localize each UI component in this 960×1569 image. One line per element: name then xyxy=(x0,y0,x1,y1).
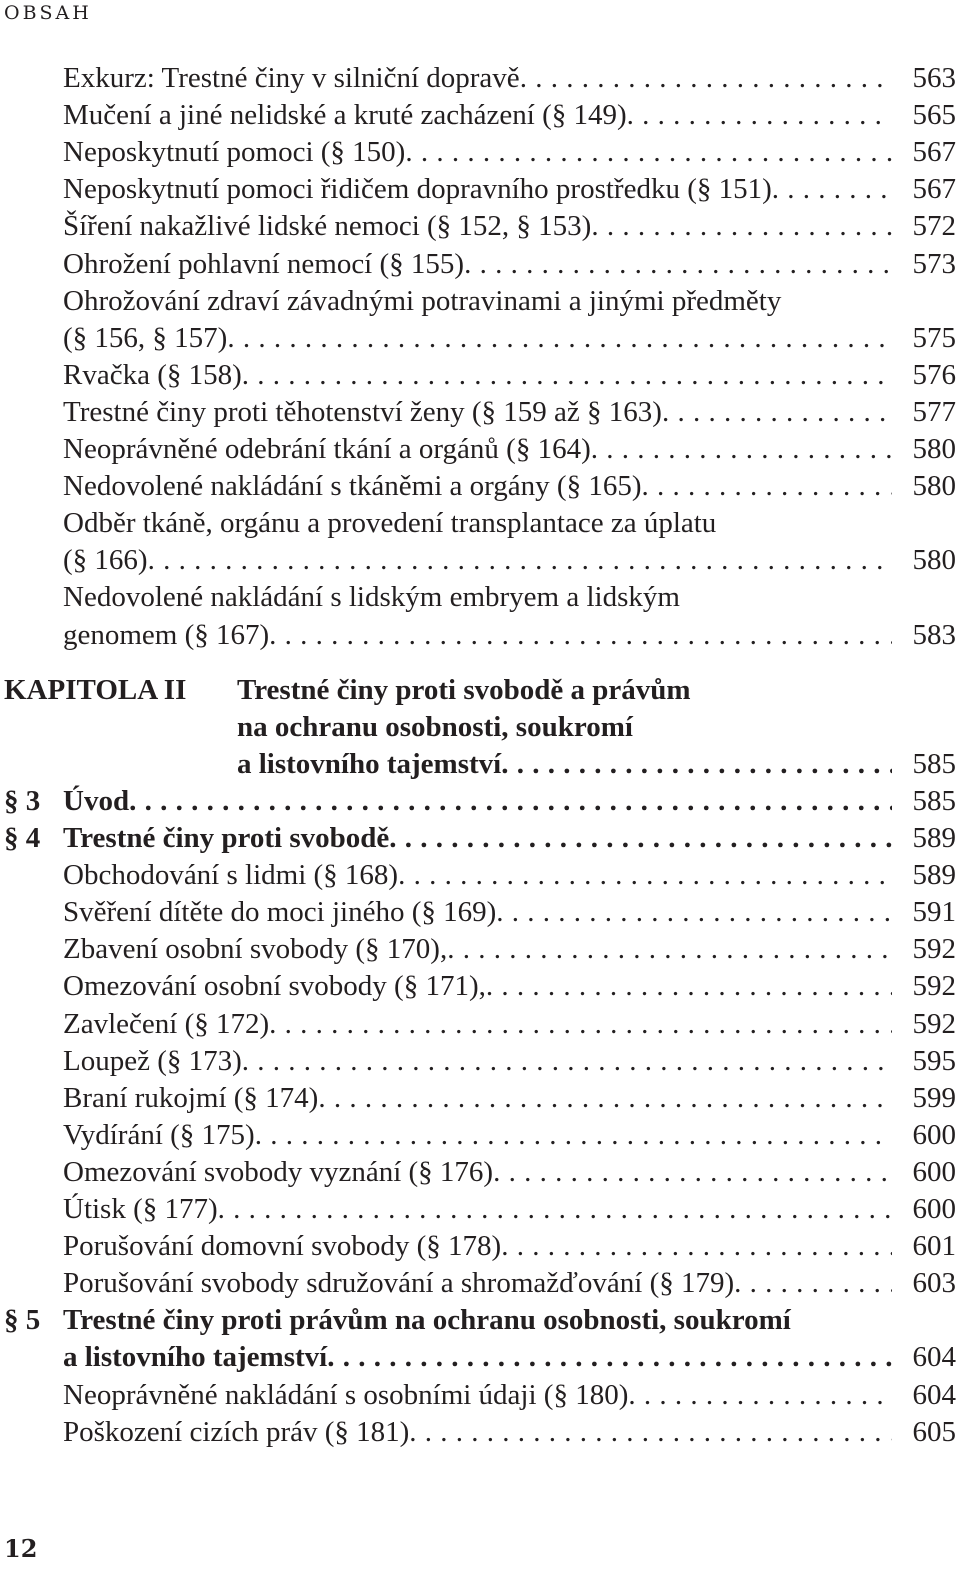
toc-entry xyxy=(0,97,960,134)
toc-entry xyxy=(0,820,960,857)
toc-entry-title: Mučení a jiné nelidské a kruté zacházení (§ 149) . . . xyxy=(63,97,892,134)
toc-entry xyxy=(0,1117,960,1154)
toc-entry xyxy=(0,1006,960,1043)
toc-entry-title: Neoprávněné odebrání tkání a orgánů (§ 164) . . . xyxy=(63,431,892,468)
toc-entry-title: Obchodování s lidmi (§ 168) . . . xyxy=(63,857,892,894)
toc-entry-title: Nedovolené nakládání s tkáněmi a orgány (§ 165) . . . xyxy=(63,468,892,505)
toc-entry-title: Rvačka (§ 158) . . . xyxy=(63,357,892,394)
toc-entry-title: Trestné činy proti svobodě a právům xyxy=(237,673,691,706)
toc-entry-page: 603 xyxy=(912,1267,956,1300)
toc-entry-title: Omezování svobody vyznání (§ 176) . . . xyxy=(63,1154,892,1191)
toc-entry xyxy=(0,171,960,208)
toc-entry-title: Omezování osobní svobody (§ 171), . . . xyxy=(63,968,892,1005)
toc-entry xyxy=(0,1080,960,1117)
toc-entry-page: 583 xyxy=(912,618,956,651)
toc-entry-page: 589 xyxy=(912,822,956,854)
toc-entry-title: Neposkytnutí pomoci řidičem dopravního prostředku (§ 151) . . . xyxy=(63,171,892,208)
toc-entry-title: Nedovolené nakládání s lidským embryem a lidským xyxy=(63,581,680,614)
toc-entry-page: 573 xyxy=(912,247,956,280)
toc-entry xyxy=(0,246,960,283)
toc-entry xyxy=(0,505,960,542)
toc-entry-page: 592 xyxy=(912,1007,956,1040)
toc-entry-title: Neposkytnutí pomoci (§ 150) . . . xyxy=(63,134,892,171)
toc-entry xyxy=(0,283,960,320)
toc-entry xyxy=(0,1377,960,1414)
toc-entry-page: 592 xyxy=(912,933,956,966)
toc-entry xyxy=(0,617,960,654)
toc-entry xyxy=(0,1228,960,1265)
toc-entry xyxy=(0,931,960,968)
toc-entry-title: Trestné činy proti svobodě . . . xyxy=(63,820,892,857)
toc-entry-page: 605 xyxy=(912,1415,956,1448)
section-number: § 3 xyxy=(4,784,41,817)
toc-entry xyxy=(0,542,960,579)
toc-entry-title: Ohrožování zdraví závadnými potravinami a jinými předměty xyxy=(63,284,782,317)
toc-entry xyxy=(0,857,960,894)
toc-entry xyxy=(0,1043,960,1080)
toc-entry-title: Zavlečení (§ 172) . . . xyxy=(63,1006,892,1043)
toc-entry-page: 567 xyxy=(912,136,956,169)
toc-entry xyxy=(0,894,960,931)
toc-entry-page: 604 xyxy=(912,1341,956,1374)
toc-entry-title: a listovního tajemství . . . xyxy=(63,1339,892,1376)
toc-entry-title: Neoprávněné nakládání s osobními údaji (§ 180) . . . xyxy=(63,1377,892,1414)
toc-entry-page: 589 xyxy=(912,859,956,892)
toc-entry-page: 600 xyxy=(912,1155,956,1188)
toc-entry xyxy=(0,208,960,245)
toc-entry-page: 585 xyxy=(912,784,956,817)
toc-entry-title: Loupež (§ 173) . . . xyxy=(63,1043,892,1080)
toc-entry-title: a listovního tajemství . . . xyxy=(237,746,892,783)
toc-entry-title: (§ 156, § 157) . . . xyxy=(63,320,892,357)
toc-entry-page: 580 xyxy=(912,433,956,465)
toc-entry-page: 604 xyxy=(912,1378,956,1411)
toc-entry-title: Zbavení osobní svobody (§ 170), . . . xyxy=(63,931,892,968)
toc-entry-page: 599 xyxy=(912,1081,956,1114)
toc-entry xyxy=(0,1265,960,1302)
toc-entry xyxy=(0,431,960,468)
toc-entry-page: 563 xyxy=(912,62,956,94)
toc-entry-title: Exkurz: Trestné činy v silniční dopravě . . . xyxy=(63,60,892,97)
toc-entry-title: (§ 166) . . . xyxy=(63,542,892,579)
toc-entry xyxy=(0,394,960,431)
toc-entry-title: Porušování domovní svobody (§ 178) . . . xyxy=(63,1228,892,1265)
toc-entry xyxy=(0,1191,960,1228)
toc-entry-page: 600 xyxy=(912,1118,956,1151)
toc-entry xyxy=(0,60,960,97)
toc-entry xyxy=(0,968,960,1005)
toc-entry-title: Odběr tkáně, orgánu a provedení transplantace za úplatu xyxy=(63,507,717,540)
toc-entry-page: 601 xyxy=(912,1230,956,1263)
toc-entry-page: 595 xyxy=(912,1044,956,1077)
toc-entry-page: 577 xyxy=(912,395,956,428)
toc-entry xyxy=(0,1414,960,1451)
running-header: OBSAH xyxy=(4,2,92,24)
toc-entry-title: na ochranu osobnosti, soukromí xyxy=(237,710,633,743)
chapter-label: KAPITOLA II xyxy=(4,673,187,706)
toc-entry-page: 592 xyxy=(912,970,956,1003)
toc-entry-page: 565 xyxy=(912,99,956,132)
toc-entry-title: Útisk (§ 177) . . . xyxy=(63,1191,892,1228)
toc-entry xyxy=(0,134,960,171)
toc-entry-page: 567 xyxy=(912,173,956,206)
toc-entry-title: Úvod . . . xyxy=(63,783,892,820)
toc-entry xyxy=(0,672,960,709)
toc-entry-title: genomem (§ 167) . . . xyxy=(63,617,892,654)
toc-entry xyxy=(0,1302,960,1339)
toc-entry xyxy=(0,357,960,394)
toc-entry-title: Svěření dítěte do moci jiného (§ 169) . . . xyxy=(63,894,892,931)
toc-entry-page: 580 xyxy=(912,470,956,503)
toc-entry xyxy=(0,746,960,783)
toc-entry-title: Porušování svobody sdružování a shromažďování (§ 179) . . . xyxy=(63,1265,892,1302)
toc-entry-page: 591 xyxy=(912,896,956,929)
toc-entry-title: Šíření nakažlivé lidské nemoci (§ 152, § 153) . . . xyxy=(63,208,892,245)
toc-entry xyxy=(0,709,960,746)
toc-entry-title: Trestné činy proti těhotenství ženy (§ 159 až § 163) . . . xyxy=(63,394,892,431)
toc-entry-title: Poškození cizích práv (§ 181) . . . xyxy=(63,1414,892,1451)
toc-entry-title: Vydírání (§ 175) . . . xyxy=(63,1117,892,1154)
toc-entry-title: Trestné činy proti právům na ochranu osobnosti, soukromí xyxy=(63,1304,791,1337)
section-number: § 4 xyxy=(4,822,41,854)
toc-entry-title: Ohrožení pohlavní nemocí (§ 155) . . . xyxy=(63,246,892,283)
toc-entry-page: 585 xyxy=(912,747,956,780)
toc-entry-page: 576 xyxy=(912,358,956,391)
toc-entry-page: 572 xyxy=(912,210,956,243)
toc-entry xyxy=(0,1154,960,1191)
toc-entry xyxy=(0,1339,960,1376)
toc-entry-page: 600 xyxy=(912,1193,956,1225)
toc-entry xyxy=(0,579,960,616)
toc-entry xyxy=(0,468,960,505)
toc-entry xyxy=(0,783,960,820)
toc-entry xyxy=(0,320,960,357)
toc-entry-page: 575 xyxy=(912,321,956,354)
section-number: § 5 xyxy=(4,1304,41,1337)
toc-entry-page: 580 xyxy=(912,544,956,577)
toc-entry-title: Braní rukojmí (§ 174) . . . xyxy=(63,1080,892,1117)
page-number: 12 xyxy=(4,1534,38,1563)
